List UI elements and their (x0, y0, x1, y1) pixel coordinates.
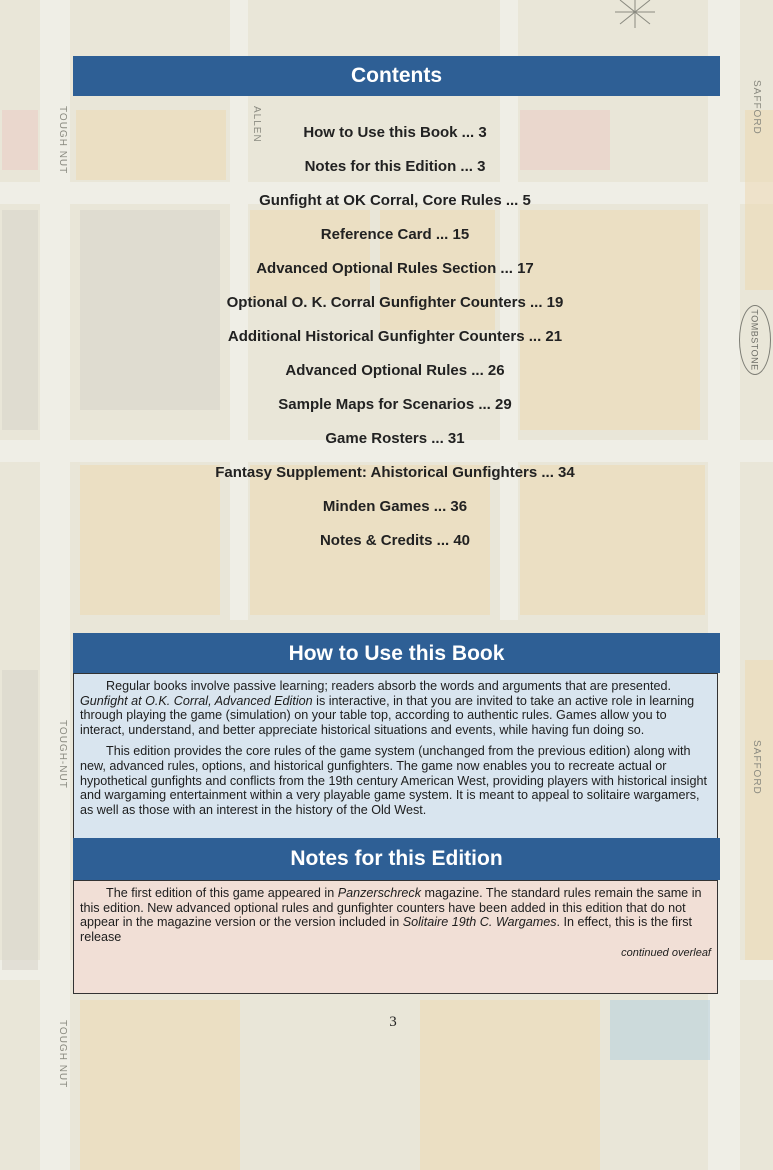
toc-item[interactable]: How to Use this Book ... 3 (303, 124, 487, 141)
map-street-label: SAFFORD (751, 740, 762, 795)
table-of-contents (0, 116, 773, 558)
toc-item[interactable]: Additional Historical Gunfighter Counters ... 21 (227, 328, 563, 345)
compass-rose-icon (610, 0, 660, 30)
text-run: The first edition of this game appeared in (106, 886, 338, 900)
how-to-use-paragraph-2: This edition provides the core rules of the game system (unchanged from the previous edition) along with new, advanced rules, options, and historical gunfighters. The game now enables you to recreate actual or hypothetical gunfights and conflicts from the 19th century American West, providing players with historical insight and wargaming entertainment within a very playable game system. It is meant to appeal to solitaire wargamers, as well as those with an interest in the history of the Old West. (80, 744, 707, 817)
page-number: 3 (389, 1014, 397, 1030)
text-run: Regular books involve passive learning; readers absorb the words and arguments that are presented. (106, 679, 671, 693)
notes-edition-paragraph (80, 886, 711, 944)
map-street-label: ALLEN (251, 106, 262, 143)
toc-item[interactable]: Notes & Credits ... 40 (319, 532, 471, 549)
toc-item[interactable]: Advanced Optional Rules ... 26 (285, 362, 505, 379)
toc-item[interactable]: Optional O. K. Corral Gunfighter Counters ... 19 (226, 294, 564, 311)
book-title-italic: Solitaire 19th C. Wargames (402, 915, 557, 930)
contents-heading: Contents (73, 56, 720, 96)
toc-item[interactable]: Fantasy Supplement: Ahistorical Gunfighters ... 34 (215, 464, 575, 481)
toc-item[interactable]: Reference Card ... 15 (320, 226, 470, 243)
map-street-label: TOUGH-NUT (57, 720, 68, 789)
magazine-title-italic: Panzerschreck (337, 886, 422, 900)
toc-item[interactable]: Gunfight at OK Corral, Core Rules ... 5 (259, 192, 531, 209)
notes-edition-box (73, 880, 718, 994)
toc-item[interactable]: Sample Maps for Scenarios ... 29 (278, 396, 512, 413)
map-street-label: SAFFORD (751, 80, 762, 135)
toc-item[interactable]: Notes for this Edition ... 3 (304, 158, 486, 175)
notes-edition-heading: Notes for this Edition (73, 838, 720, 880)
text-run: . In effect, this is the first release (80, 915, 693, 944)
text-run: magazine. The standard rules remain the same in this edition. New advanced optional rules and gunfighter counters have been added in this edition that do not appear in the magazine version or the version included in (80, 886, 702, 930)
tombstone-seal-label: TOMBSTONE (750, 309, 760, 371)
text-run: is interactive, in that you are invited to take an active role in learning through playing the game (simulation) on your table top, according to authentic rules. Games allow you to interact, understand, and better appreciate historical situations and events, while having fun doing so. (80, 693, 695, 737)
toc-item[interactable]: Game Rosters ... 31 (325, 430, 465, 447)
map-street-label: TOUGH NUT (57, 1020, 68, 1089)
game-title-italic: Gunfight at O.K. Corral, Advanced Edition (80, 693, 313, 708)
map-street-label: TOUGH NUT (57, 106, 68, 175)
how-to-use-heading: How to Use this Book (73, 633, 720, 673)
toc-item[interactable]: Minden Games ... 36 (322, 498, 468, 515)
how-to-use-paragraph-1 (80, 679, 711, 737)
continued-note: continued overleaf (621, 947, 711, 960)
toc-item[interactable]: Advanced Optional Rules Section ... 17 (256, 260, 534, 277)
